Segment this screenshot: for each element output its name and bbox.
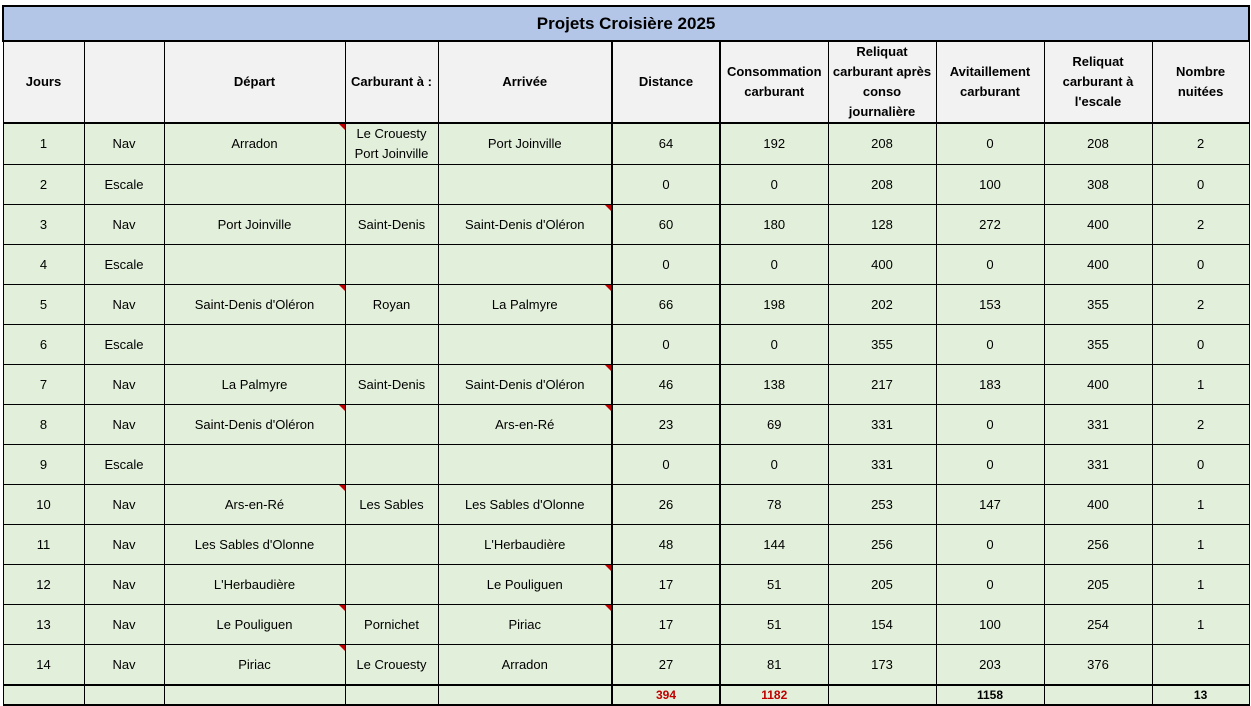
cell-jour[interactable]: 14 xyxy=(3,645,84,686)
cell-distance[interactable]: 17 xyxy=(612,605,720,645)
table-row xyxy=(3,565,1249,605)
cell-nuitees[interactable]: 2 xyxy=(1152,405,1249,445)
cell-distance[interactable]: 66 xyxy=(612,285,720,325)
cell-consommation[interactable]: 51 xyxy=(720,565,828,605)
cell-jour[interactable]: 3 xyxy=(3,205,84,245)
cell-distance[interactable]: 17 xyxy=(612,565,720,605)
cell-reliquat-conso[interactable]: 173 xyxy=(828,645,936,686)
cell-arrivee[interactable] xyxy=(438,325,612,365)
header-distance[interactable]: Distance xyxy=(612,41,720,123)
cell-reliquat-escale[interactable]: 208 xyxy=(1044,123,1152,165)
cell-jour[interactable]: 11 xyxy=(3,525,84,565)
table-row xyxy=(3,365,1249,405)
cell-jour[interactable]: 13 xyxy=(3,605,84,645)
cell-arrivee[interactable]: Arradon xyxy=(438,645,612,686)
cell-avitaillement[interactable]: 0 xyxy=(936,445,1044,485)
cell-jour[interactable]: 9 xyxy=(3,445,84,485)
total-distance[interactable]: 394 xyxy=(612,685,720,705)
cell-arrivee[interactable]: Port Joinville xyxy=(438,123,612,165)
cell-consommation[interactable]: 180 xyxy=(720,205,828,245)
cell-reliquat-conso[interactable]: 253 xyxy=(828,485,936,525)
cell-nuitees[interactable]: 0 xyxy=(1152,325,1249,365)
cell-reliquat-escale[interactable]: 400 xyxy=(1044,365,1152,405)
cell-reliquat-escale[interactable]: 331 xyxy=(1044,405,1152,445)
cell-reliquat-conso[interactable]: 208 xyxy=(828,165,936,205)
cell-consommation[interactable]: 81 xyxy=(720,645,828,686)
header-reliquat-escale[interactable]: Reliquat carburant à l'escale xyxy=(1044,41,1152,123)
cell-arrivee[interactable] xyxy=(438,245,612,285)
total-nuitees[interactable]: 13 xyxy=(1152,685,1249,705)
cell-jour[interactable]: 8 xyxy=(3,405,84,445)
cell-carburant[interactable] xyxy=(345,405,438,445)
cell-type[interactable]: Escale xyxy=(84,325,164,365)
cell-nuitees[interactable]: 2 xyxy=(1152,205,1249,245)
cell-jour[interactable]: 6 xyxy=(3,325,84,365)
cell-avitaillement[interactable]: 0 xyxy=(936,325,1044,365)
header-row xyxy=(3,41,1249,123)
cell-avitaillement[interactable]: 147 xyxy=(936,485,1044,525)
cell-depart[interactable] xyxy=(164,445,345,485)
cell-depart[interactable]: Les Sables d'Olonne xyxy=(164,525,345,565)
cell-carburant[interactable] xyxy=(345,525,438,565)
header-avitaillement[interactable]: Avitaillement carburant xyxy=(936,41,1044,123)
cell-depart[interactable] xyxy=(164,245,345,285)
cell-avitaillement[interactable]: 183 xyxy=(936,365,1044,405)
cell-distance[interactable]: 64 xyxy=(612,123,720,165)
header-type[interactable] xyxy=(84,41,164,123)
totals-row xyxy=(3,685,1249,705)
cell-carburant[interactable] xyxy=(345,165,438,205)
cell-distance[interactable]: 0 xyxy=(612,165,720,205)
cell-nuitees[interactable]: 0 xyxy=(1152,165,1249,205)
cell-reliquat-conso[interactable]: 154 xyxy=(828,605,936,645)
cell-depart[interactable]: Port Joinville xyxy=(164,205,345,245)
cell-reliquat-escale[interactable]: 376 xyxy=(1044,645,1152,686)
table-row xyxy=(3,605,1249,645)
cell-jour[interactable]: 12 xyxy=(3,565,84,605)
cell-carburant[interactable]: Les Sables xyxy=(345,485,438,525)
cell-nuitees[interactable]: 2 xyxy=(1152,123,1249,165)
cell-type[interactable]: Nav xyxy=(84,285,164,325)
cell-carburant[interactable]: Pornichet xyxy=(345,605,438,645)
header-depart[interactable]: Départ xyxy=(164,41,345,123)
cell-arrivee[interactable] xyxy=(438,165,612,205)
total-cell-empty[interactable] xyxy=(1044,685,1152,705)
cell-reliquat-conso[interactable]: 256 xyxy=(828,525,936,565)
cell-jour[interactable]: 10 xyxy=(3,485,84,525)
cell-consommation[interactable]: 0 xyxy=(720,165,828,205)
table-row xyxy=(3,405,1249,445)
cell-nuitees[interactable]: 1 xyxy=(1152,605,1249,645)
cell-reliquat-conso[interactable]: 355 xyxy=(828,325,936,365)
header-jours[interactable]: Jours xyxy=(3,41,84,123)
cell-jour[interactable]: 5 xyxy=(3,285,84,325)
cell-distance[interactable]: 0 xyxy=(612,325,720,365)
cruise-plan-table xyxy=(2,5,1250,706)
cell-avitaillement[interactable]: 0 xyxy=(936,123,1044,165)
cell-nuitees[interactable]: 1 xyxy=(1152,525,1249,565)
total-consommation[interactable]: 1182 xyxy=(720,685,828,705)
cell-nuitees[interactable]: 0 xyxy=(1152,445,1249,485)
cell-nuitees[interactable]: 2 xyxy=(1152,285,1249,325)
cell-avitaillement[interactable]: 100 xyxy=(936,165,1044,205)
table-row xyxy=(3,325,1249,365)
cell-type[interactable]: Nav xyxy=(84,205,164,245)
cell-consommation[interactable]: 51 xyxy=(720,605,828,645)
cell-type[interactable]: Escale xyxy=(84,445,164,485)
cell-avitaillement[interactable]: 203 xyxy=(936,645,1044,686)
cell-type[interactable]: Nav xyxy=(84,405,164,445)
cell-distance[interactable]: 27 xyxy=(612,645,720,686)
cell-reliquat-conso[interactable]: 208 xyxy=(828,123,936,165)
cell-distance[interactable]: 26 xyxy=(612,485,720,525)
cell-consommation[interactable]: 78 xyxy=(720,485,828,525)
cell-avitaillement[interactable]: 0 xyxy=(936,245,1044,285)
cell-depart[interactable]: Le Pouliguen xyxy=(164,605,345,645)
cell-avitaillement[interactable]: 100 xyxy=(936,605,1044,645)
cell-carburant[interactable] xyxy=(345,565,438,605)
cell-depart[interactable]: Saint-Denis d'Oléron xyxy=(164,285,345,325)
cell-arrivee[interactable]: La Palmyre xyxy=(438,285,612,325)
cell-reliquat-escale[interactable]: 355 xyxy=(1044,325,1152,365)
cell-consommation[interactable]: 144 xyxy=(720,525,828,565)
cell-arrivee[interactable]: L'Herbaudière xyxy=(438,525,612,565)
total-cell-empty[interactable] xyxy=(828,685,936,705)
cell-distance[interactable]: 0 xyxy=(612,245,720,285)
cell-reliquat-conso[interactable]: 217 xyxy=(828,365,936,405)
cell-type[interactable]: Nav xyxy=(84,123,164,165)
cell-arrivee[interactable] xyxy=(438,445,612,485)
cell-reliquat-conso[interactable]: 400 xyxy=(828,245,936,285)
cell-depart[interactable]: L'Herbaudière xyxy=(164,565,345,605)
cell-carburant[interactable]: Le Crouesty xyxy=(345,645,438,686)
cell-nuitees[interactable]: 1 xyxy=(1152,565,1249,605)
cell-depart[interactable] xyxy=(164,165,345,205)
table-row xyxy=(3,123,1249,165)
cell-carburant[interactable] xyxy=(345,445,438,485)
cell-reliquat-conso[interactable]: 331 xyxy=(828,445,936,485)
table-row xyxy=(3,165,1249,205)
cell-carburant[interactable]: Le Crouesty Port Joinville xyxy=(345,123,438,165)
cell-reliquat-escale[interactable]: 400 xyxy=(1044,245,1152,285)
cell-consommation[interactable]: 198 xyxy=(720,285,828,325)
header-arrivee[interactable]: Arrivée xyxy=(438,41,612,123)
header-reliquat-conso[interactable]: Reliquat carburant après conso journalière xyxy=(828,41,936,123)
cell-distance[interactable]: 48 xyxy=(612,525,720,565)
cell-reliquat-conso[interactable]: 205 xyxy=(828,565,936,605)
cell-carburant[interactable]: Saint-Denis xyxy=(345,365,438,405)
cell-carburant[interactable] xyxy=(345,325,438,365)
table-row xyxy=(3,645,1249,686)
table-row xyxy=(3,445,1249,485)
cell-carburant[interactable] xyxy=(345,245,438,285)
cell-depart[interactable]: Ars-en-Ré xyxy=(164,485,345,525)
cell-arrivee[interactable]: Les Sables d'Olonne xyxy=(438,485,612,525)
cell-nuitees[interactable] xyxy=(1152,645,1249,686)
cell-consommation[interactable]: 192 xyxy=(720,123,828,165)
cell-consommation[interactable]: 0 xyxy=(720,445,828,485)
cell-type[interactable]: Nav xyxy=(84,645,164,686)
cell-type[interactable]: Nav xyxy=(84,485,164,525)
cell-carburant[interactable]: Saint-Denis xyxy=(345,205,438,245)
cell-reliquat-escale[interactable]: 355 xyxy=(1044,285,1152,325)
sheet-title[interactable]: Projets Croisière 2025 xyxy=(3,6,1249,41)
cell-jour[interactable]: 4 xyxy=(3,245,84,285)
cell-type[interactable]: Nav xyxy=(84,565,164,605)
header-consommation[interactable]: Consommation carburant xyxy=(720,41,828,123)
cell-avitaillement[interactable]: 0 xyxy=(936,525,1044,565)
cell-depart[interactable] xyxy=(164,325,345,365)
cell-arrivee[interactable]: Ars-en-Ré xyxy=(438,405,612,445)
table-row xyxy=(3,285,1249,325)
cell-jour[interactable]: 1 xyxy=(3,123,84,165)
cell-reliquat-escale[interactable]: 308 xyxy=(1044,165,1152,205)
cell-depart[interactable]: La Palmyre xyxy=(164,365,345,405)
cell-reliquat-escale[interactable]: 256 xyxy=(1044,525,1152,565)
cell-distance[interactable]: 23 xyxy=(612,405,720,445)
cell-distance[interactable]: 0 xyxy=(612,445,720,485)
cell-jour[interactable]: 2 xyxy=(3,165,84,205)
header-carburant[interactable]: Carburant à : xyxy=(345,41,438,123)
cell-arrivee[interactable]: Saint-Denis d'Oléron xyxy=(438,365,612,405)
header-nuitees[interactable]: Nombre nuitées xyxy=(1152,41,1249,123)
cell-consommation[interactable]: 0 xyxy=(720,325,828,365)
cell-type[interactable]: Escale xyxy=(84,165,164,205)
table-row xyxy=(3,205,1249,245)
total-cell-empty[interactable] xyxy=(3,685,84,705)
cell-nuitees[interactable]: 1 xyxy=(1152,365,1249,405)
cell-reliquat-escale[interactable]: 400 xyxy=(1044,205,1152,245)
cell-reliquat-conso[interactable]: 202 xyxy=(828,285,936,325)
cell-type[interactable]: Nav xyxy=(84,605,164,645)
cell-consommation[interactable]: 69 xyxy=(720,405,828,445)
cell-jour[interactable]: 7 xyxy=(3,365,84,405)
table-row xyxy=(3,245,1249,285)
cell-avitaillement[interactable]: 0 xyxy=(936,405,1044,445)
cell-type[interactable]: Nav xyxy=(84,525,164,565)
total-cell-empty[interactable] xyxy=(84,685,164,705)
cell-arrivee[interactable]: Saint-Denis d'Oléron xyxy=(438,205,612,245)
cell-reliquat-escale[interactable]: 205 xyxy=(1044,565,1152,605)
cell-distance[interactable]: 60 xyxy=(612,205,720,245)
cell-type[interactable]: Nav xyxy=(84,365,164,405)
cell-consommation[interactable]: 138 xyxy=(720,365,828,405)
cell-depart[interactable]: Arradon xyxy=(164,123,345,165)
cell-carburant[interactable]: Royan xyxy=(345,285,438,325)
cell-avitaillement[interactable]: 153 xyxy=(936,285,1044,325)
cell-reliquat-escale[interactable]: 400 xyxy=(1044,485,1152,525)
cell-arrivee[interactable]: Le Pouliguen xyxy=(438,565,612,605)
total-cell-empty[interactable] xyxy=(438,685,612,705)
total-cell-empty[interactable] xyxy=(164,685,345,705)
cell-distance[interactable]: 46 xyxy=(612,365,720,405)
cell-depart[interactable]: Piriac xyxy=(164,645,345,686)
cell-reliquat-escale[interactable]: 254 xyxy=(1044,605,1152,645)
total-avitaillement[interactable]: 1158 xyxy=(936,685,1044,705)
cell-avitaillement[interactable]: 0 xyxy=(936,565,1044,605)
table-row xyxy=(3,485,1249,525)
cell-depart[interactable]: Saint-Denis d'Oléron xyxy=(164,405,345,445)
table-row xyxy=(3,525,1249,565)
cell-reliquat-conso[interactable]: 128 xyxy=(828,205,936,245)
total-cell-empty[interactable] xyxy=(345,685,438,705)
cell-consommation[interactable]: 0 xyxy=(720,245,828,285)
cell-reliquat-conso[interactable]: 331 xyxy=(828,405,936,445)
cell-arrivee[interactable]: Piriac xyxy=(438,605,612,645)
cell-nuitees[interactable]: 1 xyxy=(1152,485,1249,525)
cell-nuitees[interactable]: 0 xyxy=(1152,245,1249,285)
cell-reliquat-escale[interactable]: 331 xyxy=(1044,445,1152,485)
cell-type[interactable]: Escale xyxy=(84,245,164,285)
cell-avitaillement[interactable]: 272 xyxy=(936,205,1044,245)
